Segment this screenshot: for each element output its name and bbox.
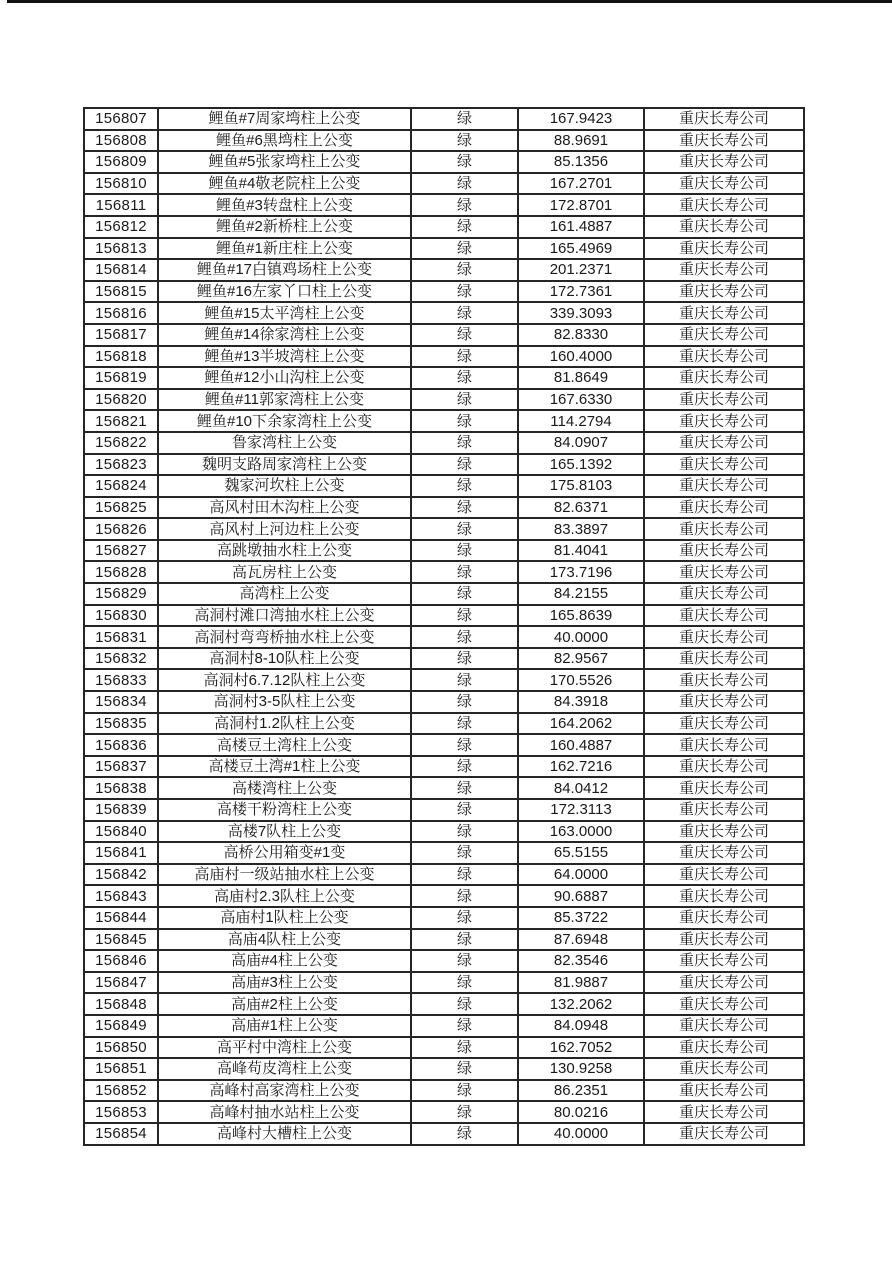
cell-status: 绿 — [411, 691, 518, 713]
table-row — [84, 108, 804, 130]
transformer-table — [83, 107, 805, 1146]
cell-status: 绿 — [411, 518, 518, 540]
cell-status: 绿 — [411, 151, 518, 173]
cell-value: 65.5155 — [518, 842, 644, 864]
cell-value: 82.6371 — [518, 497, 644, 519]
cell-value: 175.8103 — [518, 475, 644, 497]
cell-company: 重庆长寿公司 — [644, 821, 804, 843]
cell-status: 绿 — [411, 540, 518, 562]
table-row — [84, 432, 804, 454]
cell-value: 165.1392 — [518, 454, 644, 476]
cell-value: 167.2701 — [518, 173, 644, 195]
cell-name: 高洞村6.7.12队柱上公变 — [158, 669, 411, 691]
cell-name: 鲤鱼#3转盘柱上公变 — [158, 194, 411, 216]
cell-name: 高洞村滩口湾抽水柱上公变 — [158, 605, 411, 627]
cell-status: 绿 — [411, 1058, 518, 1080]
cell-status: 绿 — [411, 259, 518, 281]
cell-name: 高湾柱上公变 — [158, 583, 411, 605]
cell-status: 绿 — [411, 669, 518, 691]
cell-name: 高庙4队柱上公变 — [158, 929, 411, 951]
cell-company: 重庆长寿公司 — [644, 302, 804, 324]
table-row — [84, 410, 804, 432]
cell-value: 40.0000 — [518, 1123, 644, 1145]
cell-id: 156847 — [84, 972, 158, 994]
cell-status: 绿 — [411, 907, 518, 929]
cell-company: 重庆长寿公司 — [644, 626, 804, 648]
table-row — [84, 281, 804, 303]
cell-status: 绿 — [411, 1015, 518, 1037]
cell-value: 82.9567 — [518, 648, 644, 670]
cell-name: 鲤鱼#10下余家湾柱上公变 — [158, 410, 411, 432]
cell-value: 167.9423 — [518, 108, 644, 130]
cell-value: 81.9887 — [518, 972, 644, 994]
cell-name: 高楼7队柱上公变 — [158, 821, 411, 843]
cell-company: 重庆长寿公司 — [644, 691, 804, 713]
table-row — [84, 1015, 804, 1037]
cell-status: 绿 — [411, 173, 518, 195]
cell-name: 高庙村1队柱上公变 — [158, 907, 411, 929]
cell-company: 重庆长寿公司 — [644, 259, 804, 281]
table-row — [84, 1123, 804, 1145]
cell-name: 高楼干粉湾柱上公变 — [158, 799, 411, 821]
cell-value: 160.4000 — [518, 346, 644, 368]
cell-id: 156821 — [84, 410, 158, 432]
cell-name: 高庙#4柱上公变 — [158, 950, 411, 972]
cell-id: 156854 — [84, 1123, 158, 1145]
cell-company: 重庆长寿公司 — [644, 734, 804, 756]
cell-company: 重庆长寿公司 — [644, 173, 804, 195]
cell-company: 重庆长寿公司 — [644, 130, 804, 152]
cell-company: 重庆长寿公司 — [644, 1015, 804, 1037]
cell-status: 绿 — [411, 885, 518, 907]
cell-company: 重庆长寿公司 — [644, 669, 804, 691]
cell-company: 重庆长寿公司 — [644, 561, 804, 583]
cell-status: 绿 — [411, 238, 518, 260]
cell-value: 167.6330 — [518, 389, 644, 411]
cell-id: 156816 — [84, 302, 158, 324]
cell-status: 绿 — [411, 432, 518, 454]
cell-value: 172.8701 — [518, 194, 644, 216]
cell-name: 高庙村一级站抽水柱上公变 — [158, 864, 411, 886]
table-row — [84, 821, 804, 843]
cell-name: 高峰村抽水站柱上公变 — [158, 1101, 411, 1123]
cell-id: 156820 — [84, 389, 158, 411]
cell-value: 172.3113 — [518, 799, 644, 821]
table-row — [84, 1101, 804, 1123]
cell-value: 165.4969 — [518, 238, 644, 260]
table-row — [84, 842, 804, 864]
cell-status: 绿 — [411, 713, 518, 735]
cell-id: 156839 — [84, 799, 158, 821]
cell-status: 绿 — [411, 756, 518, 778]
cell-value: 81.4041 — [518, 540, 644, 562]
cell-id: 156845 — [84, 929, 158, 951]
cell-name: 鲤鱼#17白镇鸡场柱上公变 — [158, 259, 411, 281]
cell-company: 重庆长寿公司 — [644, 713, 804, 735]
table-row — [84, 130, 804, 152]
cell-id: 156812 — [84, 216, 158, 238]
cell-id: 156850 — [84, 1037, 158, 1059]
cell-id: 156840 — [84, 821, 158, 843]
table-row — [84, 713, 804, 735]
table-row — [84, 151, 804, 173]
cell-value: 172.7361 — [518, 281, 644, 303]
table-row — [84, 626, 804, 648]
cell-company: 重庆长寿公司 — [644, 346, 804, 368]
cell-name: 鲤鱼#13半坡湾柱上公变 — [158, 346, 411, 368]
cell-status: 绿 — [411, 410, 518, 432]
table-row — [84, 173, 804, 195]
table-row — [84, 302, 804, 324]
cell-status: 绿 — [411, 972, 518, 994]
cell-name: 高庙#2柱上公变 — [158, 993, 411, 1015]
cell-id: 156848 — [84, 993, 158, 1015]
cell-name: 魏明支路周家湾柱上公变 — [158, 454, 411, 476]
cell-company: 重庆长寿公司 — [644, 1058, 804, 1080]
cell-status: 绿 — [411, 1080, 518, 1102]
cell-id: 156837 — [84, 756, 158, 778]
cell-company: 重庆长寿公司 — [644, 929, 804, 951]
cell-id: 156810 — [84, 173, 158, 195]
cell-company: 重庆长寿公司 — [644, 367, 804, 389]
cell-company: 重庆长寿公司 — [644, 756, 804, 778]
cell-name: 高瓦房柱上公变 — [158, 561, 411, 583]
table-row — [84, 561, 804, 583]
cell-status: 绿 — [411, 734, 518, 756]
cell-value: 339.3093 — [518, 302, 644, 324]
cell-name: 鲤鱼#4敬老院柱上公变 — [158, 173, 411, 195]
table-row — [84, 756, 804, 778]
cell-company: 重庆长寿公司 — [644, 950, 804, 972]
cell-id: 156823 — [84, 454, 158, 476]
cell-name: 高风村上河边柱上公变 — [158, 518, 411, 540]
cell-value: 132.2062 — [518, 993, 644, 1015]
table-row — [84, 1080, 804, 1102]
cell-value: 201.2371 — [518, 259, 644, 281]
cell-value: 160.4887 — [518, 734, 644, 756]
cell-value: 90.6887 — [518, 885, 644, 907]
cell-status: 绿 — [411, 324, 518, 346]
cell-value: 81.8649 — [518, 367, 644, 389]
cell-id: 156844 — [84, 907, 158, 929]
cell-id: 156822 — [84, 432, 158, 454]
cell-value: 161.4887 — [518, 216, 644, 238]
cell-id: 156807 — [84, 108, 158, 130]
cell-company: 重庆长寿公司 — [644, 151, 804, 173]
cell-name: 高峰苟皮湾柱上公变 — [158, 1058, 411, 1080]
cell-id: 156835 — [84, 713, 158, 735]
cell-name: 高跳墩抽水柱上公变 — [158, 540, 411, 562]
cell-company: 重庆长寿公司 — [644, 497, 804, 519]
cell-id: 156849 — [84, 1015, 158, 1037]
cell-status: 绿 — [411, 367, 518, 389]
cell-id: 156824 — [84, 475, 158, 497]
cell-status: 绿 — [411, 454, 518, 476]
cell-id: 156834 — [84, 691, 158, 713]
cell-value: 84.0412 — [518, 777, 644, 799]
cell-status: 绿 — [411, 626, 518, 648]
cell-company: 重庆长寿公司 — [644, 972, 804, 994]
cell-name: 鲤鱼#16左家丫口柱上公变 — [158, 281, 411, 303]
cell-value: 114.2794 — [518, 410, 644, 432]
cell-id: 156833 — [84, 669, 158, 691]
cell-status: 绿 — [411, 281, 518, 303]
cell-value: 162.7216 — [518, 756, 644, 778]
cell-status: 绿 — [411, 929, 518, 951]
page-top-divider — [7, 0, 892, 3]
cell-company: 重庆长寿公司 — [644, 907, 804, 929]
cell-value: 87.6948 — [518, 929, 644, 951]
cell-company: 重庆长寿公司 — [644, 1123, 804, 1145]
cell-status: 绿 — [411, 993, 518, 1015]
cell-status: 绿 — [411, 130, 518, 152]
cell-company: 重庆长寿公司 — [644, 777, 804, 799]
cell-company: 重庆长寿公司 — [644, 540, 804, 562]
cell-company: 重庆长寿公司 — [644, 605, 804, 627]
cell-id: 156808 — [84, 130, 158, 152]
table-row — [84, 259, 804, 281]
cell-company: 重庆长寿公司 — [644, 1037, 804, 1059]
cell-status: 绿 — [411, 583, 518, 605]
cell-status: 绿 — [411, 1123, 518, 1145]
cell-status: 绿 — [411, 389, 518, 411]
table-row — [84, 1037, 804, 1059]
cell-id: 156809 — [84, 151, 158, 173]
table-row — [84, 929, 804, 951]
cell-status: 绿 — [411, 648, 518, 670]
cell-id: 156815 — [84, 281, 158, 303]
cell-id: 156827 — [84, 540, 158, 562]
cell-name: 魏家河坎柱上公变 — [158, 475, 411, 497]
cell-name: 高楼湾柱上公变 — [158, 777, 411, 799]
table-row — [84, 777, 804, 799]
cell-status: 绿 — [411, 1101, 518, 1123]
cell-id: 156851 — [84, 1058, 158, 1080]
cell-company: 重庆长寿公司 — [644, 324, 804, 346]
cell-name: 鲤鱼#6黑塆柱上公变 — [158, 130, 411, 152]
cell-value: 163.0000 — [518, 821, 644, 843]
table-row — [84, 972, 804, 994]
table-row — [84, 885, 804, 907]
cell-name: 高风村田木沟柱上公变 — [158, 497, 411, 519]
cell-status: 绿 — [411, 605, 518, 627]
cell-value: 40.0000 — [518, 626, 644, 648]
table-row — [84, 691, 804, 713]
cell-company: 重庆长寿公司 — [644, 194, 804, 216]
cell-company: 重庆长寿公司 — [644, 389, 804, 411]
cell-name: 高峰村高家湾柱上公变 — [158, 1080, 411, 1102]
cell-status: 绿 — [411, 1037, 518, 1059]
cell-name: 鲤鱼#1新庄柱上公变 — [158, 238, 411, 260]
table-row — [84, 669, 804, 691]
cell-id: 156843 — [84, 885, 158, 907]
table-row — [84, 216, 804, 238]
cell-id: 156846 — [84, 950, 158, 972]
cell-value: 82.8330 — [518, 324, 644, 346]
cell-status: 绿 — [411, 950, 518, 972]
cell-id: 156814 — [84, 259, 158, 281]
cell-company: 重庆长寿公司 — [644, 281, 804, 303]
table-row — [84, 907, 804, 929]
table-body — [84, 108, 804, 1145]
cell-company: 重庆长寿公司 — [644, 410, 804, 432]
table-row — [84, 324, 804, 346]
cell-id: 156836 — [84, 734, 158, 756]
table-row — [84, 734, 804, 756]
cell-name: 鲤鱼#11郭家湾柱上公变 — [158, 389, 411, 411]
table-row — [84, 367, 804, 389]
table-row — [84, 950, 804, 972]
cell-status: 绿 — [411, 194, 518, 216]
table-row — [84, 583, 804, 605]
cell-id: 156842 — [84, 864, 158, 886]
cell-value: 84.0948 — [518, 1015, 644, 1037]
cell-id: 156832 — [84, 648, 158, 670]
table-row — [84, 389, 804, 411]
cell-id: 156818 — [84, 346, 158, 368]
cell-value: 84.3918 — [518, 691, 644, 713]
cell-value: 165.8639 — [518, 605, 644, 627]
table-row — [84, 864, 804, 886]
cell-status: 绿 — [411, 864, 518, 886]
cell-value: 80.0216 — [518, 1101, 644, 1123]
table-row — [84, 497, 804, 519]
cell-id: 156813 — [84, 238, 158, 260]
cell-status: 绿 — [411, 302, 518, 324]
cell-status: 绿 — [411, 799, 518, 821]
cell-name: 高平村中湾柱上公变 — [158, 1037, 411, 1059]
cell-name: 鲤鱼#7周家塆柱上公变 — [158, 108, 411, 130]
cell-value: 82.3546 — [518, 950, 644, 972]
cell-name: 鲤鱼#2新桥柱上公变 — [158, 216, 411, 238]
cell-company: 重庆长寿公司 — [644, 864, 804, 886]
table-row — [84, 194, 804, 216]
cell-name: 高洞村弯弯桥抽水柱上公变 — [158, 626, 411, 648]
table-row — [84, 605, 804, 627]
cell-name: 鲤鱼#15太平湾柱上公变 — [158, 302, 411, 324]
cell-company: 重庆长寿公司 — [644, 238, 804, 260]
cell-value: 84.2155 — [518, 583, 644, 605]
cell-company: 重庆长寿公司 — [644, 885, 804, 907]
cell-id: 156819 — [84, 367, 158, 389]
cell-name: 高庙村2.3队柱上公变 — [158, 885, 411, 907]
cell-value: 64.0000 — [518, 864, 644, 886]
cell-name: 高峰村大槽柱上公变 — [158, 1123, 411, 1145]
cell-status: 绿 — [411, 821, 518, 843]
cell-value: 88.9691 — [518, 130, 644, 152]
cell-status: 绿 — [411, 475, 518, 497]
cell-value: 130.9258 — [518, 1058, 644, 1080]
cell-company: 重庆长寿公司 — [644, 216, 804, 238]
cell-id: 156811 — [84, 194, 158, 216]
table-row — [84, 454, 804, 476]
cell-company: 重庆长寿公司 — [644, 1101, 804, 1123]
cell-value: 162.7052 — [518, 1037, 644, 1059]
cell-company: 重庆长寿公司 — [644, 648, 804, 670]
cell-id: 156825 — [84, 497, 158, 519]
cell-name: 鲤鱼#5张家塆柱上公变 — [158, 151, 411, 173]
cell-name: 高桥公用箱变#1变 — [158, 842, 411, 864]
cell-name: 高楼豆土湾柱上公变 — [158, 734, 411, 756]
cell-status: 绿 — [411, 842, 518, 864]
cell-value: 170.5526 — [518, 669, 644, 691]
table-row — [84, 799, 804, 821]
cell-status: 绿 — [411, 346, 518, 368]
cell-status: 绿 — [411, 108, 518, 130]
cell-id: 156841 — [84, 842, 158, 864]
cell-value: 85.3722 — [518, 907, 644, 929]
cell-name: 高庙#1柱上公变 — [158, 1015, 411, 1037]
cell-id: 156838 — [84, 777, 158, 799]
cell-value: 86.2351 — [518, 1080, 644, 1102]
cell-company: 重庆长寿公司 — [644, 518, 804, 540]
cell-id: 156830 — [84, 605, 158, 627]
cell-name: 鲤鱼#14徐家湾柱上公变 — [158, 324, 411, 346]
table-row — [84, 1058, 804, 1080]
cell-status: 绿 — [411, 216, 518, 238]
cell-company: 重庆长寿公司 — [644, 993, 804, 1015]
table-row — [84, 993, 804, 1015]
cell-company: 重庆长寿公司 — [644, 108, 804, 130]
cell-value: 164.2062 — [518, 713, 644, 735]
cell-id: 156826 — [84, 518, 158, 540]
cell-name: 高洞村1.2队柱上公变 — [158, 713, 411, 735]
cell-name: 高楼豆土湾#1柱上公变 — [158, 756, 411, 778]
cell-company: 重庆长寿公司 — [644, 799, 804, 821]
cell-status: 绿 — [411, 777, 518, 799]
cell-company: 重庆长寿公司 — [644, 454, 804, 476]
cell-name: 高庙#3柱上公变 — [158, 972, 411, 994]
cell-value: 83.3897 — [518, 518, 644, 540]
cell-id: 156828 — [84, 561, 158, 583]
table-row — [84, 475, 804, 497]
cell-name: 高洞村8-10队柱上公变 — [158, 648, 411, 670]
cell-company: 重庆长寿公司 — [644, 475, 804, 497]
table-row — [84, 648, 804, 670]
cell-name: 高洞村3-5队柱上公变 — [158, 691, 411, 713]
table-row — [84, 238, 804, 260]
cell-name: 鲤鱼#12小山沟柱上公变 — [158, 367, 411, 389]
cell-id: 156831 — [84, 626, 158, 648]
cell-value: 84.0907 — [518, 432, 644, 454]
cell-id: 156817 — [84, 324, 158, 346]
cell-company: 重庆长寿公司 — [644, 842, 804, 864]
cell-name: 鲁家湾柱上公变 — [158, 432, 411, 454]
table-row — [84, 346, 804, 368]
cell-company: 重庆长寿公司 — [644, 432, 804, 454]
cell-id: 156853 — [84, 1101, 158, 1123]
cell-company: 重庆长寿公司 — [644, 583, 804, 605]
cell-company: 重庆长寿公司 — [644, 1080, 804, 1102]
cell-status: 绿 — [411, 497, 518, 519]
cell-value: 173.7196 — [518, 561, 644, 583]
cell-id: 156829 — [84, 583, 158, 605]
table-row — [84, 540, 804, 562]
cell-status: 绿 — [411, 561, 518, 583]
cell-value: 85.1356 — [518, 151, 644, 173]
cell-id: 156852 — [84, 1080, 158, 1102]
table-row — [84, 518, 804, 540]
